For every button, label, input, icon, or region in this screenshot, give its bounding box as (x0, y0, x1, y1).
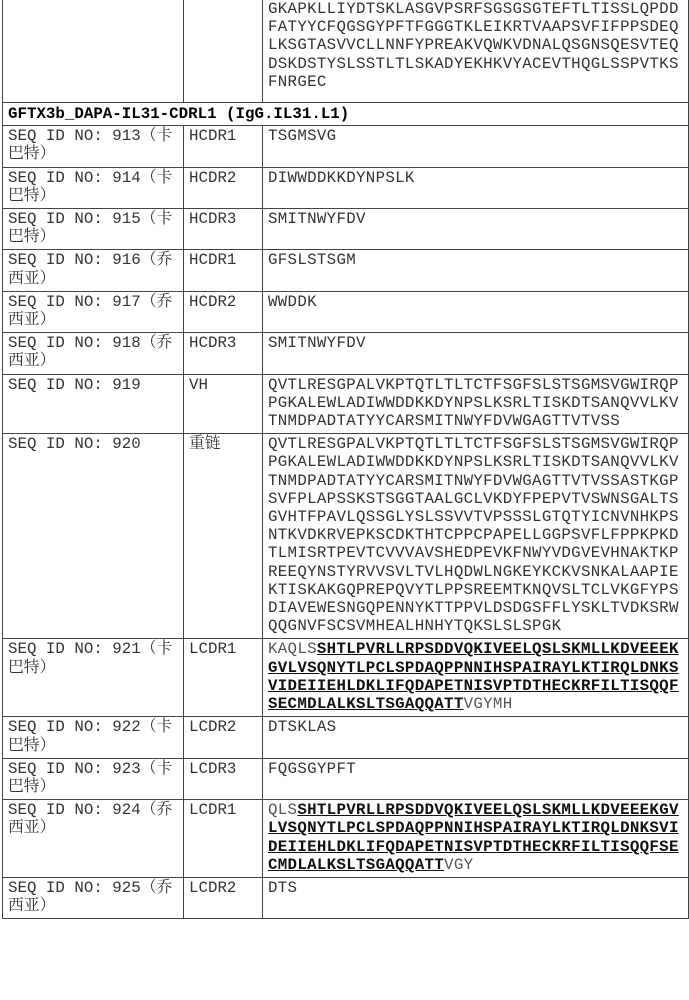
sequence-cell (263, 126, 689, 167)
region-cell: HCDR2 (184, 167, 263, 208)
seq-id-cell: SEQ ID NO: 921（卡巴特） (3, 639, 184, 717)
region-cell: HCDR1 (184, 126, 263, 167)
sequence-table (2, 0, 689, 919)
region-cell: HCDR3 (184, 209, 263, 250)
sequence-segment: TSGMSVG (268, 127, 336, 145)
table-row (3, 291, 689, 332)
region-cell: HCDR1 (184, 250, 263, 291)
seq-id-cell: SEQ ID NO: 923（卡巴特） (3, 758, 184, 799)
sequence-cell (263, 209, 689, 250)
sequence-cell (263, 434, 689, 639)
sequence-segment: VGYMH (464, 695, 513, 713)
region-cell (184, 0, 263, 103)
seq-id-cell: SEQ ID NO: 924（乔西亚） (3, 800, 184, 878)
seq-id-cell (3, 0, 184, 103)
seq-id-cell: SEQ ID NO: 915（卡巴特） (3, 209, 184, 250)
table-row (3, 717, 689, 758)
sequence-segment: SMITNWYFDV (268, 334, 366, 352)
seq-id-cell: SEQ ID NO: 919 (3, 374, 184, 434)
table-row (3, 333, 689, 374)
seq-id-cell: SEQ ID NO: 922（卡巴特） (3, 717, 184, 758)
seq-id-cell: SEQ ID NO: 920 (3, 434, 184, 639)
sequence-cell (263, 333, 689, 374)
table-row-continued (3, 0, 689, 103)
region-cell: HCDR3 (184, 333, 263, 374)
sequence-cell (263, 167, 689, 208)
table-row (3, 639, 689, 717)
sequence-segment: KAQLS (268, 640, 317, 658)
seq-id-cell: SEQ ID NO: 914（卡巴特） (3, 167, 184, 208)
highlighted-sequence-segment: SHTLPVRLLRPSDDVQKIVEELQSLSKMLLKDVEEEKGVLVSQNYTLPCLSPDAQPPNNIHSPAIRAYLKTIRQLDNKSVIDEIIEHLDKLIFQDAPETNISVPTDTHECKRFILTISQQFSECMDLALKSLTSGAQQATT (268, 801, 679, 874)
sequence-cell (263, 374, 689, 434)
sequence-segment: SMITNWYFDV (268, 210, 366, 228)
section-header-row (3, 103, 689, 126)
seq-id-cell: SEQ ID NO: 917（乔西亚） (3, 291, 184, 332)
sequence-cell (263, 639, 689, 717)
seq-id-cell: SEQ ID NO: 918（乔西亚） (3, 333, 184, 374)
sequence-segment: QLS (268, 801, 297, 819)
sequence-cell (263, 717, 689, 758)
sequence-cell (263, 800, 689, 878)
table-row (3, 167, 689, 208)
sequence-segment: FQGSGYPFT (268, 760, 356, 778)
region-cell: LCDR1 (184, 800, 263, 878)
seq-id-cell: SEQ ID NO: 913（卡巴特） (3, 126, 184, 167)
sequence-cell (263, 877, 689, 918)
region-cell: LCDR1 (184, 639, 263, 717)
region-cell: HCDR2 (184, 291, 263, 332)
sequence-cell (263, 291, 689, 332)
table-row (3, 250, 689, 291)
seq-id-cell: SEQ ID NO: 916（乔西亚） (3, 250, 184, 291)
region-cell: 重链 (184, 434, 263, 639)
sequence-segment: WWDDK (268, 293, 317, 311)
highlighted-sequence-segment: SHTLPVRLLRPSDDVQKIVEELQSLSKMLLKDVEEEKGVLVSQNYTLPCLSPDAQPPNNIHSPAIRAYLKTIRQLDNKSVIDEIIEHLDKLIFQDAPETNISVPTDTHECKRFILTISQQFSECMDLALKSLTSGAQQATT (268, 640, 679, 713)
sequence-segment: VGY (444, 856, 473, 874)
sequence-cell (263, 250, 689, 291)
table-row (3, 434, 689, 639)
sequence-segment: GFSLSTSGM (268, 251, 356, 269)
sequence-segment: DTS (268, 879, 297, 897)
sequence-segment: DIWWDDKKDYNPSLK (268, 169, 415, 187)
table-row (3, 758, 689, 799)
table-row (3, 800, 689, 878)
sequence-segment: QVTLRESGPALVKPTQTLTLTCTFSGFSLSTSGMSVGWIRQPPGKALEWLADIWWDDKKDYNPSLKSRLTISKDTSANQVVLKVTNMDPADTATYYCARSMITNWYFDVWGAGTTVTVSSASTKGPSVFPLAPSSKSTSGGTAALGCLVKDYFPEPVTVSWNSGALTSGVHTFPAVLQSSGLYSLSSVVTVPSSSLGTQTYICNVNHKPSNTKVDKRVEPKSCDKTHTCPPCPAPELLGGPSVFLFPPKPKDTLMISRTPEVTCVVVAVSHEDPEVKFNWYVDGVEVHNAKTKPREEQYNSTYRVVSVLTVLHQDWLNGKEYKCKVSNKALAAPIEKTISKAKGQPREPQVYTLPPSREEMTKNQVSLTCLVKGFYPSDIAVEWESNGQPENNYKTTPPVLDSDGSFFLYSKLTVDKSRWQQGNVFSCSVMHEALHNHYTQKSLSLSPGK (268, 435, 679, 635)
sequence-cell: GKAPKLLIYDTSKLASGVPSRFSGSGSGTEFTLTISSLQPDDFATYYCFQGSGYPFTFGGGTKLEIKRTVAAPSVFIFPPSDEQLKSGTASVVCLLNNFYPREAKVQWKVDNALQSGNSQESVTEQDSKDSTYSLSSTLTLSKADYEKHKVYACEVTHQGLSSPVTKSFNRGEC (263, 0, 689, 103)
sequence-segment: QVTLRESGPALVKPTQTLTLTCTFSGFSLSTSGMSVGWIRQPPGKALEWLADIWWDDKKDYNPSLKSRLTISKDTSANQVVLKVTNMDPADTATYYCARSMITNWYFDVWGAGTTVTVSS (268, 376, 679, 430)
region-cell: LCDR2 (184, 717, 263, 758)
table-row (3, 374, 689, 434)
table-row (3, 877, 689, 918)
sequence-segment: DTSKLAS (268, 718, 336, 736)
sequence-cell (263, 758, 689, 799)
table-row (3, 209, 689, 250)
region-cell: LCDR2 (184, 877, 263, 918)
seq-id-cell: SEQ ID NO: 925（乔西亚） (3, 877, 184, 918)
region-cell: LCDR3 (184, 758, 263, 799)
section-header: GFTX3b_DAPA-IL31-CDRL1 (IgG.IL31.L1) (3, 103, 689, 126)
table-row (3, 126, 689, 167)
region-cell: VH (184, 374, 263, 434)
